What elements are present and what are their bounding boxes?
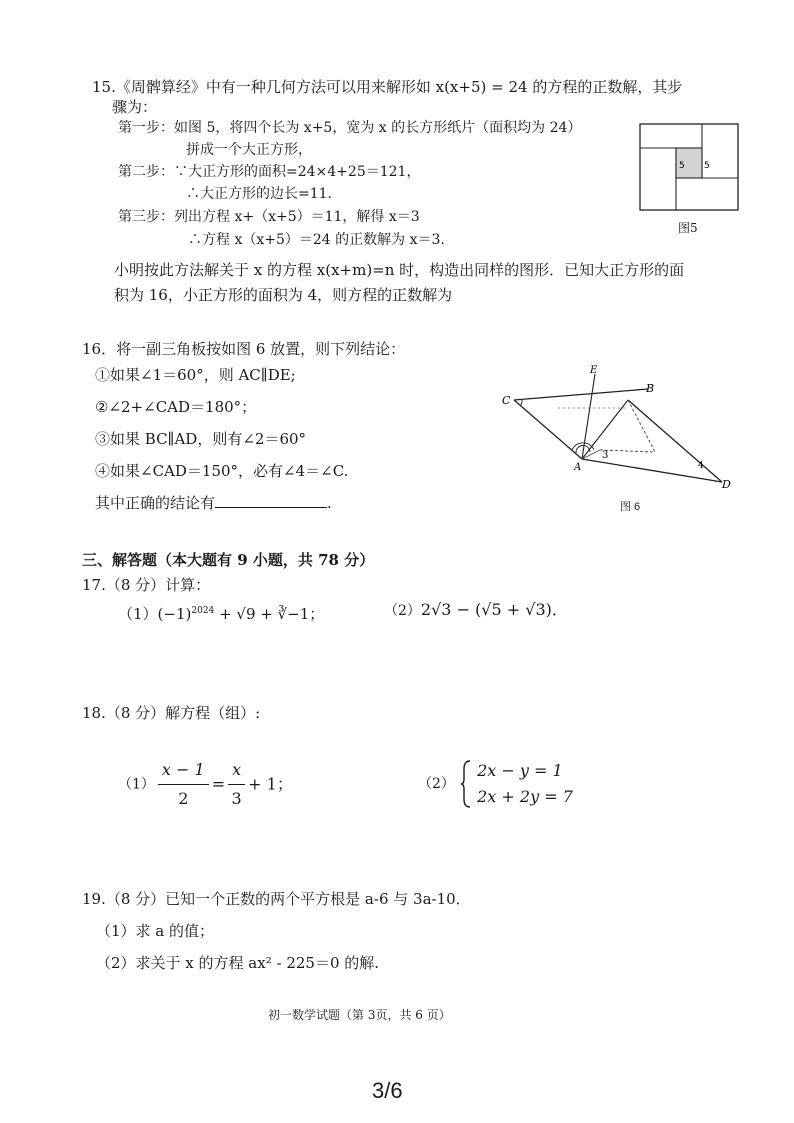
q18-part1-right-fraction	[228, 758, 245, 811]
q16-answer-end: .	[327, 494, 332, 512]
q18-part1-right-denominator: 3	[231, 789, 242, 808]
q18-title: 18.（8 分）解方程（组）:	[82, 704, 261, 722]
q16-conclusion-3: ③如果 BC∥AD，则有∠2＝60°	[95, 430, 307, 448]
q18-part1-left-fraction	[158, 758, 209, 811]
figure-6-caption: 图 6	[620, 501, 641, 513]
q18-part1-tail: + 1；	[248, 774, 293, 794]
q18-system-eq1: 2x − y = 1	[477, 761, 563, 780]
q18-part1-right-numerator: x	[228, 758, 245, 785]
page-footer-text: 初一数学试题（第 3页，共 6 页）	[268, 1008, 451, 1022]
q18-part2-label: （2）	[418, 776, 455, 792]
q18-part1-left-numerator: x − 1	[158, 758, 209, 785]
q16-conclusion-1: ①如果∠1＝60°，则 AC∥DE;	[95, 366, 296, 384]
q17-part1-label: （1）	[118, 605, 158, 623]
q17-part1-expr-a: (−1)	[157, 605, 192, 623]
q16-answer-prompt: 其中正确的结论有	[95, 494, 216, 512]
q15-step1-line2: 拼成一个大正方形，	[186, 142, 312, 158]
q15-step3-line2: ∴方程 x（x+5）＝24 的正数解为 x＝3.	[188, 232, 445, 248]
q16-answer-line	[95, 492, 332, 514]
q19-part2: （2）求关于 x 的方程 ax² - 225＝0 的解.	[96, 954, 380, 972]
q15-step1-line1: 第一步：如图 5，将四个长为 x+5，宽为 x 的长方形纸片（面积均为 24）	[118, 120, 582, 136]
q17-title: 17.（8 分）计算：	[82, 576, 211, 594]
q17-part2-expr: 2√3 − (√5 + √3)．	[420, 600, 568, 619]
fig6-angle-4: 4	[698, 461, 704, 471]
q15-step2-line1: 第二步：∵大正方形的面积=24×4+25＝121，	[118, 164, 421, 180]
page-indicator: 3/6	[372, 1078, 403, 1103]
fig5-mark-2: 5	[704, 161, 710, 171]
q16-conclusion-4: ④如果∠CAD＝150°，必有∠4＝∠C.	[95, 462, 349, 480]
fig6-label-C: C	[502, 394, 511, 407]
q15-ming-line2: 积为 16，小正方形的面积为 4，则方程的正数解为	[114, 286, 453, 304]
q18-part1-left-denominator: 2	[178, 789, 189, 808]
q17-part2-label: （2）	[384, 603, 421, 619]
fig5-mark-1: 5	[679, 161, 685, 171]
q16-answer-blank[interactable]	[215, 493, 327, 508]
q15-ming-line1: 小明按此方法解关于 x 的方程 x(x+m)=n 时，构造出同样的图形．已知大正方形的面	[114, 261, 685, 279]
q17-part1-exponent: 2024	[191, 606, 215, 616]
fig6-angle-3: 3	[602, 450, 609, 461]
fig6-label-B: B	[646, 382, 655, 395]
q17-part2	[384, 598, 568, 623]
q17-part1	[118, 600, 324, 625]
figure-5-diagram	[638, 122, 742, 214]
q18-system-brace	[460, 759, 472, 809]
q18-part2	[418, 758, 573, 810]
figure-6-diagram	[500, 362, 740, 492]
figure-5-caption: 图5	[678, 221, 698, 235]
fig6-label-D: D	[722, 478, 731, 491]
fig6-label-A: A	[574, 462, 582, 473]
q18-system	[477, 758, 573, 810]
q15-step2-line2: ∴大正方形的边长=11.	[186, 186, 332, 202]
q18-system-eq2: 2x + 2y = 7	[477, 787, 573, 806]
q18-part1-equals: =	[211, 774, 226, 794]
q18-part1-label: （1）	[118, 776, 155, 793]
q15-intro-line2: 骤为：	[112, 98, 158, 116]
q15-step3-line1: 第三步：列出方程 x+（x+5）＝11，解得 x＝3	[118, 209, 420, 225]
q18-part1	[118, 758, 293, 811]
q16-conclusion-2: ②∠2+∠CAD＝180°；	[95, 398, 257, 416]
q17-part1-expr-b: + √9 + ∛−1；	[219, 605, 325, 623]
q19-part1: （1）求 a 的值；	[96, 922, 215, 940]
fig6-label-E: E	[590, 365, 598, 376]
q15-intro-line1: 15.《周髀算经》中有一种几何方法可以用来解形如 x(x+5) = 24 的方程的正数解，其步	[92, 78, 683, 96]
q19-title: 19.（8 分）已知一个正数的两个平方根是 a-6 与 3a-10．	[82, 890, 471, 908]
section-3-heading: 三、解答题（本大题有 9 小题，共 78 分）	[82, 551, 375, 569]
q16-intro: 16．将一副三角板按如图 6 放置，则下列结论：	[82, 340, 406, 358]
